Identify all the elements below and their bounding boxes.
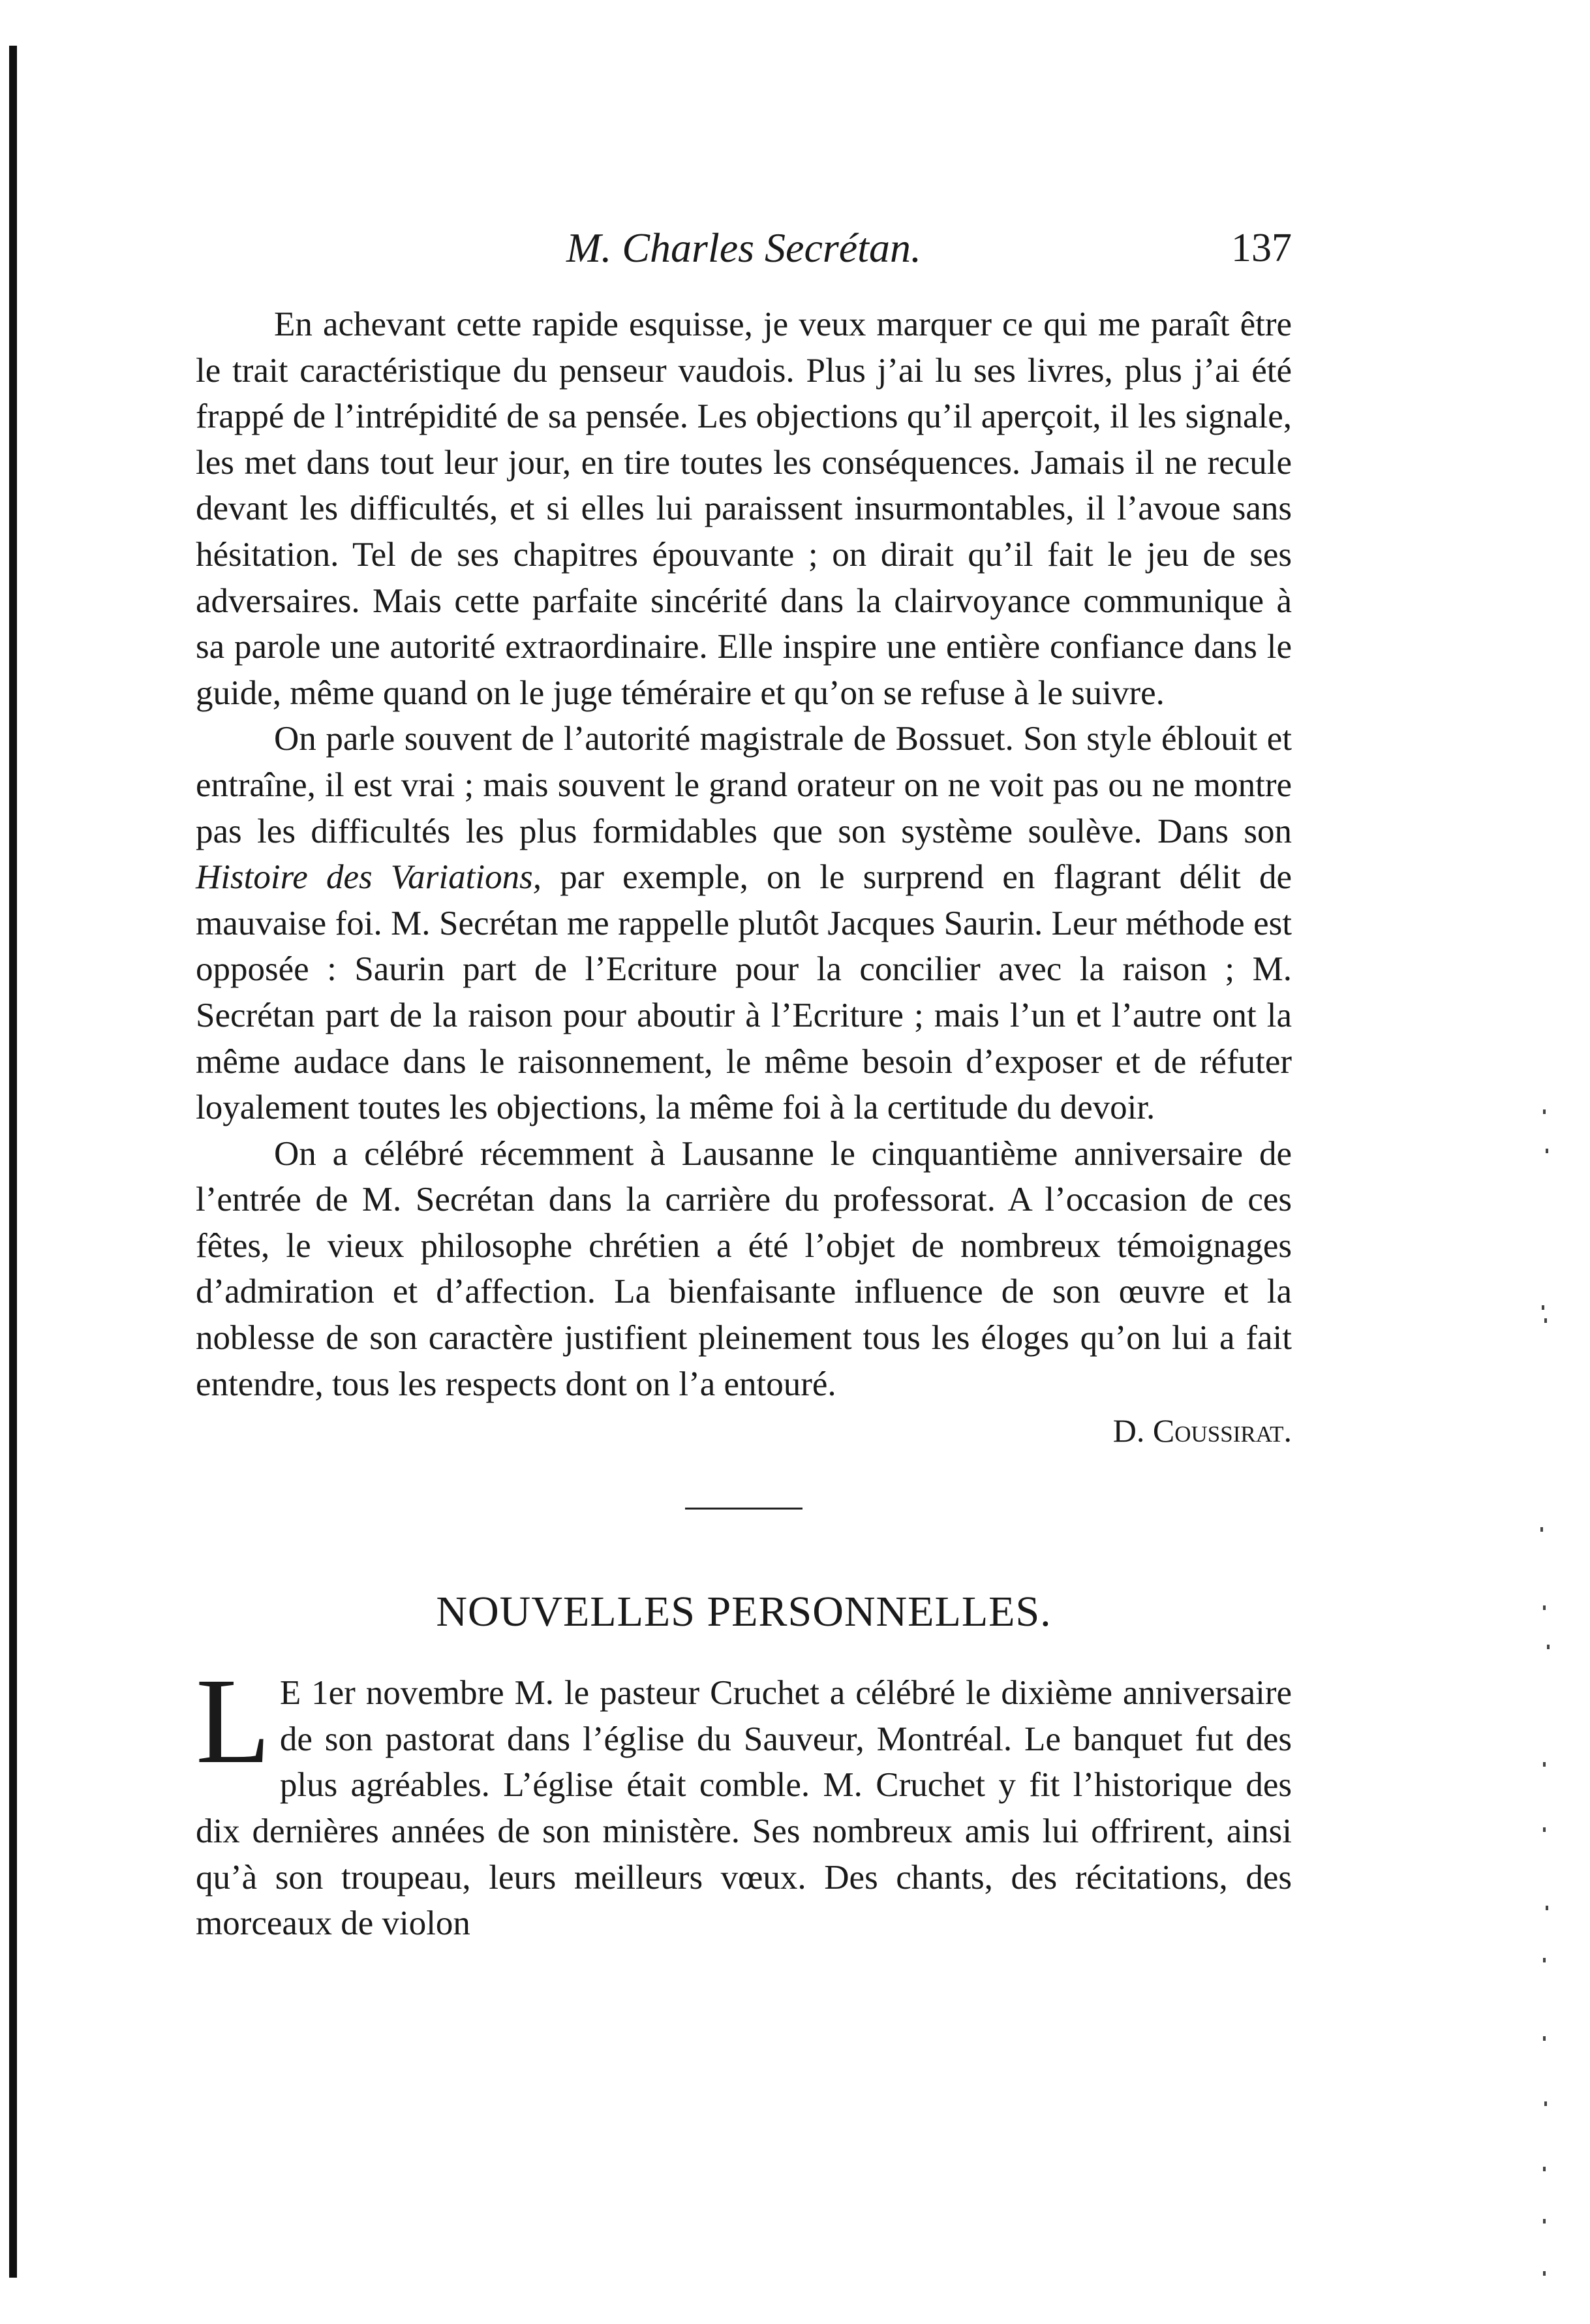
paragraph-2-start: On parle souvent de l’autorité magistrale de Bossuet. Son style éblouit et entraîne, il est vrai ; mais souvent le grand orateur on ne voit pas ou ne montre pas les difficultés les plus formidables que son système soulève. Dans son: [196, 720, 1292, 850]
book-title-italic: Histoire des Variations,: [196, 858, 542, 897]
signature-name: Coussirat.: [1152, 1412, 1292, 1449]
section-divider: [685, 1508, 803, 1510]
news-paragraph: [196, 1652, 1292, 1947]
page-body: [196, 302, 1292, 1947]
paragraph-1: En achevant cette rapide esquisse, je veux marquer ce qui me paraît être le trait caractéristique du penseur vaudois. Plus j’ai lu ses livres, plus j’ai été frappé de l’intrépidité de sa pensée. Les objections qu’il aperçoit, il les signale, les met dans tout leur jour, en tire toutes les conséquences. Jamais il ne recule devant les difficultés, et si elles lui paraissent insurmontables, il l’avoue sans hésitation. Tel de ses chapitres épouvante ; on dirait qu’il fait le jeu de ses adversaires. Mais cette parfaite sincérité dans la clairvoyance communique à sa parole une autorité extraordinaire. Elle inspire une entière confiance dans le guide, même quand on le juge téméraire et qu’on se refuse à le suivre.: [196, 305, 1292, 712]
page-edge-shadow: [9, 46, 17, 2278]
signature-initial: D.: [1112, 1412, 1145, 1449]
scan-specks: [1523, 1109, 1563, 2317]
author-signature: [196, 1407, 1292, 1454]
section-title: NOUVELLES PERSONNELLES.: [436, 1588, 1052, 1636]
paragraph-2: [196, 716, 1292, 1130]
news-text: E 1er novembre M. le pasteur Cruchet a célébré le dixième anniversaire de son pastorat dans l’église du Sauveur, Montréal. Le banquet fut des plus agréables. L’église était comble. M. Cruchet y fit l’historique des dix dernières années de son ministère. Ses nombreux amis lui offrirent, ainsi qu’à son troupeau, leurs meilleurs vœux. Des chants, des récitations, des morceaux de violon: [196, 1674, 1292, 1943]
paragraph-2-end: par exemple, on le surprend en flagrant délit de mauvaise foi. M. Secrétan me rappelle plutôt Jacques Saurin. Leur méthode est opposée : Saurin part de l’Ecriture pour la concilier avec la raison ; M. Secrétan part de la raison pour aboutir à l’Ecriture ; mais l’un et l’autre ont la même audace dans le raisonnement, le même besoin d’exposer et de réfuter loyalement toutes les objections, la même foi à la certitude du devoir.: [196, 858, 1292, 1127]
page-header: [196, 215, 1292, 281]
running-title: M. Charles Secrétan.: [566, 225, 921, 271]
paragraph-3: On a célébré récemment à Lausanne le cinquantième anniversaire de l’entrée de M. Secrétan dans la carrière du professorat. A l’occasion de ces fêtes, le vieux philosophe chrétien a été l’objet de nombreux témoignages d’admiration et d’affection. La bienfaisante influence de son œuvre et la noblesse de son caractère justifient pleinement tous les éloges qu’on lui a fait entendre, tous les respects dont on l’a entouré.: [196, 1134, 1292, 1403]
drop-cap: L: [196, 1652, 271, 1789]
page-number: 137: [1231, 226, 1292, 270]
